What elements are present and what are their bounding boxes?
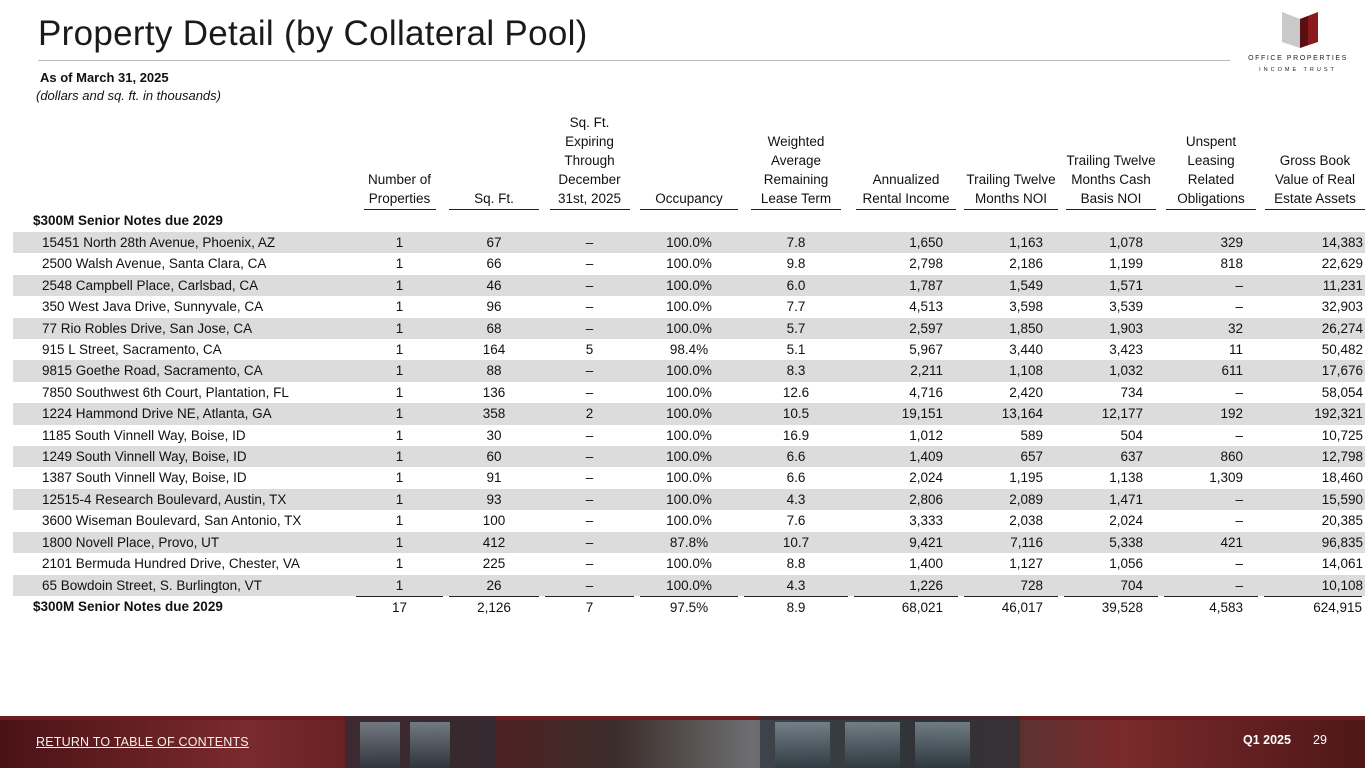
table-cell: 2 [542, 403, 637, 424]
table-cell: 10.5 [741, 403, 851, 424]
logo-mark-icon [1282, 12, 1318, 48]
table-cell: 8.8 [786, 556, 806, 572]
table-cell: 96,835 [1261, 532, 1365, 553]
table-cell: 87.8% [637, 532, 741, 553]
table-cell: 1,078 [1061, 232, 1161, 253]
table-cell: 2,024 [1109, 513, 1143, 529]
table-row [13, 382, 1365, 403]
table-cell: 1,850 [961, 318, 1061, 339]
property-name-cell: 65 Bowdoin Street, S. Burlington, VT [13, 575, 353, 596]
table-cell: 2,038 [1009, 513, 1043, 529]
table-cell: 5,967 [909, 342, 943, 358]
total-value: 624,915 [1264, 596, 1362, 618]
building-window [775, 722, 830, 768]
table-cell: 100.0% [637, 318, 741, 339]
table-cell: 2,211 [851, 360, 961, 381]
total-cell [1061, 596, 1161, 618]
table-cell: 88 [446, 360, 542, 381]
table-row [13, 318, 1365, 339]
table-cell: 7,116 [961, 532, 1061, 553]
property-name-cell: 9815 Goethe Road, Sacramento, CA [13, 360, 353, 381]
table-cell: 611 [1161, 360, 1261, 381]
total-cell [446, 596, 542, 618]
table-cell: 100.0% [666, 556, 712, 572]
group-label: $300M Senior Notes due 2029 [33, 213, 223, 228]
column-header-label: Number of Properties [364, 170, 436, 210]
table-cell: 1 [353, 360, 446, 381]
table-cell: 6.6 [786, 470, 806, 486]
column-header-label: Occupancy [640, 189, 738, 210]
property-name-cell: 1249 South Vinnell Way, Boise, ID [13, 446, 353, 467]
table-cell: – [1235, 513, 1243, 529]
table-cell: 1 [395, 556, 404, 572]
table-row [13, 232, 1365, 253]
table-cell: 32 [1161, 318, 1261, 339]
table-row [13, 446, 1365, 467]
table-cell: 5.7 [741, 318, 851, 339]
table-cell: 100.0% [666, 299, 712, 315]
table-cell: 100.0% [666, 513, 712, 529]
table-row [13, 253, 1365, 274]
table-cell: 66 [486, 256, 502, 272]
column-header [637, 113, 741, 210]
table-cell: 17,676 [1261, 360, 1365, 381]
column-header-label: Sq. Ft. [449, 189, 539, 210]
table-cell: – [1161, 489, 1261, 510]
total-value: 17 [356, 596, 443, 618]
total-cell [353, 596, 446, 618]
table-cell: 100.0% [637, 575, 741, 596]
table-cell: 7.7 [786, 299, 806, 315]
table-cell: 22,629 [1321, 256, 1363, 272]
table-cell: 1 [353, 446, 446, 467]
table-cell: 704 [1061, 575, 1161, 596]
table-cell: 860 [1161, 446, 1261, 467]
table-cell: 12.6 [782, 384, 810, 400]
table-cell: 9.8 [786, 256, 806, 272]
property-name-cell: 1387 South Vinnell Way, Boise, ID [42, 470, 247, 486]
table-row [13, 532, 1365, 553]
table-cell: 1,056 [1109, 556, 1143, 572]
table-cell: 1,138 [1109, 470, 1143, 486]
table-cell: 100.0% [666, 256, 712, 272]
table-cell: 3,440 [1009, 342, 1043, 358]
column-header [446, 113, 542, 210]
table-cell: 1 [353, 489, 446, 510]
table-cell: 225 [482, 556, 506, 572]
table-cell: – [585, 384, 594, 400]
table-cell: 1 [395, 470, 404, 486]
total-label: $300M Senior Notes due 2029 [33, 599, 223, 615]
table-cell: – [1235, 556, 1243, 572]
total-cell [1261, 596, 1365, 618]
table-cell: 1,199 [1109, 256, 1143, 272]
table-cell: 100.0% [637, 275, 741, 296]
table-cell: – [1235, 299, 1243, 315]
table-cell: 1 [395, 427, 404, 443]
table-cell: 1 [395, 513, 404, 529]
table-cell: 100.0% [637, 232, 741, 253]
total-value: 39,528 [1064, 596, 1158, 618]
property-name-cell: 1224 Hammond Drive NE, Atlanta, GA [13, 403, 353, 424]
table-cell: 50,482 [1321, 342, 1363, 358]
table-cell: 1 [395, 299, 404, 315]
table-cell: – [1161, 275, 1261, 296]
table-cell: – [585, 256, 594, 272]
table-cell: 12,177 [1061, 403, 1161, 424]
table-cell: 9,421 [851, 532, 961, 553]
property-name-cell: 7850 Southwest 6th Court, Plantation, FL [42, 384, 289, 400]
table-cell: 1,471 [1061, 489, 1161, 510]
table-cell: 100.0% [637, 446, 741, 467]
table-cell: 1,309 [1209, 470, 1243, 486]
table-cell: 164 [482, 342, 506, 358]
table-cell: – [542, 532, 637, 553]
table-cell: 100.0% [666, 384, 712, 400]
table-cell: 14,061 [1321, 556, 1363, 572]
table-cell: 589 [1020, 427, 1043, 443]
table-cell: 91 [486, 470, 502, 486]
table-cell: 3,598 [1009, 299, 1043, 315]
table-cell: 329 [1161, 232, 1261, 253]
table-cell: 2,420 [1009, 384, 1043, 400]
table-cell: 1 [395, 256, 404, 272]
table-cell: 192,321 [1261, 403, 1365, 424]
table-cell: 728 [961, 575, 1061, 596]
building-window [845, 722, 900, 768]
table-cell: 1,400 [909, 556, 943, 572]
table-cell: 1 [353, 275, 446, 296]
table-cell: 4,513 [909, 299, 943, 315]
table-cell: 192 [1161, 403, 1261, 424]
table-cell: 2,806 [851, 489, 961, 510]
property-name-cell: 2548 Campbell Place, Carlsbad, CA [13, 275, 353, 296]
building-window [360, 722, 400, 768]
total-value: 4,583 [1164, 596, 1258, 618]
table-row [13, 489, 1365, 510]
logo-text-line2: INCOME TRUST [1259, 67, 1337, 73]
table-cell: 4.3 [741, 575, 851, 596]
property-name-cell: 2101 Bermuda Hundred Drive, Chester, VA [42, 556, 300, 572]
table-cell: 1,903 [1061, 318, 1161, 339]
column-header-label: Weighted Average Remaining Lease Term [751, 132, 841, 210]
quarter-label: Q1 2025 [1243, 733, 1291, 747]
header-property-name [13, 113, 353, 210]
table-cell: 46 [446, 275, 542, 296]
total-cell [961, 596, 1061, 618]
column-header [353, 113, 446, 210]
table-cell: 504 [1120, 427, 1143, 443]
table-cell: 20,385 [1321, 513, 1363, 529]
group-label-row [13, 210, 1365, 232]
table-cell: 98.4% [669, 342, 709, 358]
table-cell: 4,716 [909, 384, 943, 400]
total-value: 8.9 [744, 596, 848, 618]
column-header-label: Annualized Rental Income [856, 170, 956, 210]
table-cell: 6.0 [741, 275, 851, 296]
table-cell: 19,151 [851, 403, 961, 424]
table-cell: 637 [1061, 446, 1161, 467]
table-cell: 11 [1228, 342, 1243, 358]
table-cell: 2,024 [909, 470, 943, 486]
column-header-label: Gross Book Value of Real Estate Assets [1265, 151, 1365, 210]
column-header [741, 113, 851, 210]
column-header-label: Sq. Ft. Expiring Through December 31st, 2025 [550, 113, 630, 210]
table-cell: – [585, 556, 594, 572]
as-of-date: As of March 31, 2025 [40, 70, 169, 85]
table-cell: 5,338 [1061, 532, 1161, 553]
table-row [13, 360, 1365, 381]
building-window [410, 722, 450, 768]
property-name-cell: 3600 Wiseman Boulevard, San Antonio, TX [42, 513, 302, 529]
table-cell: 100.0% [637, 360, 741, 381]
table-cell: – [1235, 384, 1243, 400]
table-row [13, 339, 1365, 360]
table-cell: 734 [1120, 384, 1143, 400]
table-cell: 1,787 [851, 275, 961, 296]
table-row [13, 467, 1365, 488]
table-cell: 3,423 [1109, 342, 1143, 358]
table-cell: 412 [446, 532, 542, 553]
total-value: 68,021 [854, 596, 958, 618]
table-cell: – [585, 470, 594, 486]
table-row [13, 275, 1365, 296]
table-cell: 1,108 [961, 360, 1061, 381]
table-cell: 26,274 [1261, 318, 1365, 339]
page-title: Property Detail (by Collateral Pool) [38, 14, 588, 53]
return-to-toc-link[interactable]: RETURN TO TABLE OF CONTENTS [36, 735, 249, 749]
total-row [13, 596, 1365, 618]
total-value: 2,126 [449, 596, 539, 618]
table-cell: 1,549 [961, 275, 1061, 296]
table-cell: 100 [482, 513, 506, 529]
table-cell: 7.8 [741, 232, 851, 253]
table-cell: – [542, 318, 637, 339]
property-detail-table [13, 113, 1365, 618]
company-logo [1246, 12, 1350, 76]
table-cell: 1 [353, 532, 446, 553]
property-name-cell: 12515-4 Research Boulevard, Austin, TX [13, 489, 353, 510]
property-name-cell: 1800 Novell Place, Provo, UT [13, 532, 353, 553]
column-header [1161, 113, 1261, 210]
table-cell: 13,164 [961, 403, 1061, 424]
table-cell: 18,460 [1321, 470, 1363, 486]
logo-text-line1: OFFICE PROPERTIES [1248, 55, 1348, 62]
table-cell: 100.0% [637, 403, 741, 424]
table-cell: 3,333 [909, 513, 943, 529]
table-row [13, 425, 1365, 446]
table-cell: – [542, 489, 637, 510]
table-cell: 30 [486, 427, 502, 443]
total-cell [542, 596, 637, 618]
table-cell: 1 [395, 342, 404, 358]
table-cell: 60 [446, 446, 542, 467]
table-cell: 358 [446, 403, 542, 424]
table-cell: 1,195 [1009, 470, 1043, 486]
table-cell: 58,054 [1321, 384, 1363, 400]
total-value: 7 [545, 596, 634, 618]
column-header [851, 113, 961, 210]
column-header-label: Unspent Leasing Related Obligations [1166, 132, 1256, 210]
table-cell: 100.0% [637, 489, 741, 510]
table-cell: 1,032 [1061, 360, 1161, 381]
table-cell: 96 [486, 299, 502, 315]
table-cell: 15,590 [1261, 489, 1365, 510]
column-header [542, 113, 637, 210]
property-name-cell: 915 L Street, Sacramento, CA [42, 342, 222, 358]
table-cell: 2,089 [961, 489, 1061, 510]
table-cell: 10,108 [1261, 575, 1365, 596]
table-row [13, 553, 1365, 574]
table-cell: 10.7 [741, 532, 851, 553]
column-header-label: Trailing Twelve Months Cash Basis NOI [1066, 151, 1156, 210]
table-cell: – [585, 427, 594, 443]
total-cell [1161, 596, 1261, 618]
table-cell: 2,597 [851, 318, 961, 339]
property-name-cell: 15451 North 28th Avenue, Phoenix, AZ [13, 232, 353, 253]
table-cell: 67 [446, 232, 542, 253]
table-cell: – [542, 360, 637, 381]
table-cell: 7.6 [786, 513, 806, 529]
table-cell: 8.3 [741, 360, 851, 381]
table-cell: 93 [446, 489, 542, 510]
table-cell: 136 [482, 384, 506, 400]
column-header [1261, 113, 1365, 210]
table-cell: – [1235, 427, 1243, 443]
table-cell: 1 [353, 575, 446, 596]
total-value: 46,017 [964, 596, 1058, 618]
table-cell: 818 [1220, 256, 1243, 272]
table-cell: 6.6 [741, 446, 851, 467]
table-cell: 5 [585, 342, 594, 358]
table-row [13, 510, 1365, 531]
total-cell [741, 596, 851, 618]
table-cell: 1,127 [1009, 556, 1043, 572]
table-cell: – [1161, 575, 1261, 596]
table-cell: – [542, 446, 637, 467]
table-header-row [13, 113, 1365, 210]
table-cell: 1,163 [961, 232, 1061, 253]
table-row [13, 296, 1365, 317]
table-cell: 26 [446, 575, 542, 596]
property-name-cell: 1185 South Vinnell Way, Boise, ID [42, 427, 246, 443]
table-cell: – [542, 575, 637, 596]
column-header [961, 113, 1061, 210]
table-cell: 1 [353, 232, 446, 253]
table-cell: 10,725 [1321, 427, 1363, 443]
table-cell: 421 [1161, 532, 1261, 553]
table-cell: 657 [961, 446, 1061, 467]
table-cell: 1 [353, 403, 446, 424]
table-cell: 5.1 [786, 342, 806, 358]
total-value: 97.5% [640, 596, 738, 618]
table-cell: 1,409 [851, 446, 961, 467]
table-cell: 1 [353, 318, 446, 339]
table-cell: 68 [446, 318, 542, 339]
table-cell: – [585, 513, 594, 529]
table-row [13, 575, 1365, 596]
table-cell: 1,571 [1061, 275, 1161, 296]
table-cell: 4.3 [741, 489, 851, 510]
footer-trim [0, 716, 1365, 720]
table-cell: 16.9 [782, 427, 810, 443]
table-cell: – [542, 275, 637, 296]
table-cell: 12,798 [1261, 446, 1365, 467]
building-window [915, 722, 970, 768]
table-cell: 1,650 [851, 232, 961, 253]
table-cell: 100.0% [666, 427, 712, 443]
table-cell: 1,012 [909, 427, 943, 443]
table-cell: 11,231 [1261, 275, 1365, 296]
property-name-cell: 350 West Java Drive, Sunnyvale, CA [42, 299, 264, 315]
total-cell [637, 596, 741, 618]
table-cell: 1,226 [851, 575, 961, 596]
title-divider [38, 60, 1230, 61]
table-cell: 100.0% [666, 470, 712, 486]
table-cell: 3,539 [1109, 299, 1143, 315]
column-header [1061, 113, 1161, 210]
units-note: (dollars and sq. ft. in thousands) [36, 88, 221, 103]
total-cell [851, 596, 961, 618]
table-cell: – [542, 232, 637, 253]
table-cell: 14,383 [1261, 232, 1365, 253]
table-row [13, 403, 1365, 424]
property-name-cell: 2500 Walsh Avenue, Santa Clara, CA [42, 256, 267, 272]
column-header-label: Trailing Twelve Months NOI [964, 170, 1058, 210]
table-cell: 32,903 [1321, 299, 1363, 315]
table-cell: 1 [395, 384, 404, 400]
table-cell: 2,186 [1009, 256, 1043, 272]
page-number: 29 [1313, 733, 1327, 747]
table-cell: – [585, 299, 594, 315]
table-cell: 2,798 [909, 256, 943, 272]
property-name-cell: 77 Rio Robles Drive, San Jose, CA [13, 318, 353, 339]
